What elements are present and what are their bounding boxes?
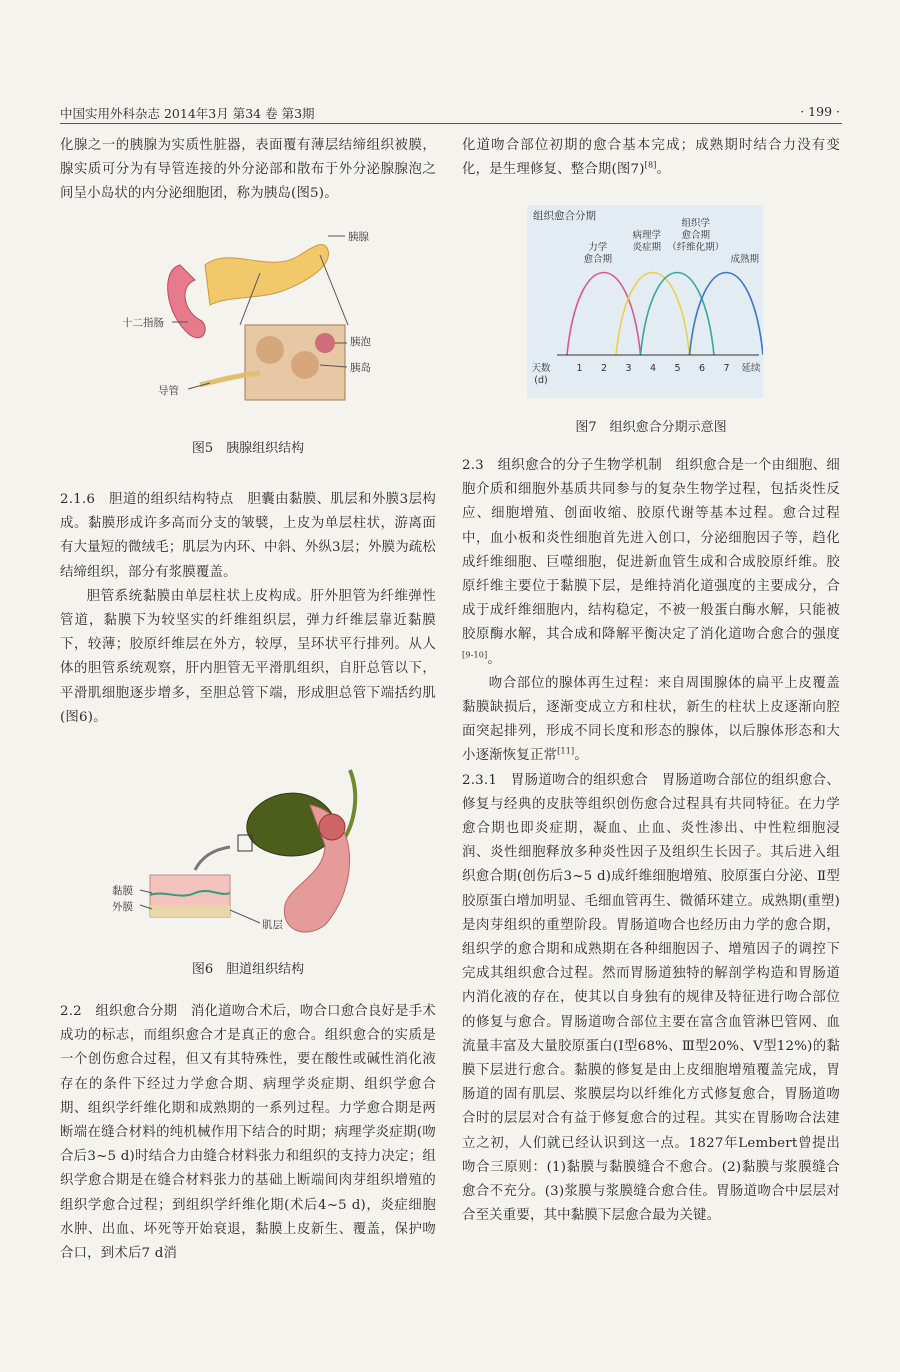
- label-mucosa: 黏膜: [112, 885, 133, 897]
- x-axis-label: 天数: [531, 363, 551, 374]
- right-paragraph-1: 化道吻合部位初期的愈合基本完成；成熟期时结合力没有变化，是生理修复、整合期(图7)[8]。: [462, 138, 840, 178]
- figure-5-pancreas: [110, 225, 410, 405]
- citation: [8]: [644, 160, 657, 170]
- phase-label: 炎症期: [632, 242, 662, 253]
- phase-label: 病理学: [632, 230, 662, 241]
- label-adventitia: 外膜: [112, 901, 133, 913]
- right-paragraph-3: 吻合部位的腺体再生过程：来自周围腺体的扁平上皮覆盖黏膜缺损后，逐渐变成立方和柱状，新生的柱状上皮逐渐向腔面突起排列，形成不同长度和形态的腺体，以后腺体形态和大小逐渐恢复正常[11]。: [462, 675, 840, 764]
- citation: [9-10]: [462, 650, 488, 660]
- healing-phase-chart: [527, 205, 763, 398]
- phase-label: 组织学: [681, 218, 711, 229]
- left-column-mid: [60, 488, 436, 730]
- right-column-body: [462, 454, 840, 1229]
- left-column-bottom: [60, 1000, 436, 1266]
- x-tick-label: 3: [625, 363, 632, 374]
- label-muscle: 肌层: [262, 919, 283, 931]
- figure-7-chart: [527, 205, 763, 398]
- label-duodenum: 十二指肠: [122, 317, 164, 329]
- left-paragraph-1: 化腺之一的胰腺为实质性脏器，表面覆有薄层结缔组织被膜，腺实质可分为有导管连接的外分泌部和散布于外分泌腺腺泡之间呈小岛状的内分泌细胞团，称为胰岛(图5)。: [60, 138, 436, 202]
- phase-label: 力学: [588, 242, 608, 253]
- x-axis-unit: (d): [534, 375, 548, 386]
- x-tick-label: 6: [698, 363, 706, 374]
- phase-label: 成熟期: [730, 254, 760, 265]
- right-paragraph-2: 2.3 组织愈合的分子生物学机制 组织愈合是一个由细胞、细胞介质和细胞外基质共同参与的复杂生物学过程，包括炎性反应、细胞增殖、创面收缩、胶原代谢等基本过程。愈合过程中，血小板和炎性细胞首先进入创口，分泌细胞因子等，趋化成纤维细胞、巨噬细胞，促进新血管生成和合成胶原纤维。胶原纤维主要位于黏膜下层，是维持消化道强度的主要成分，合成于成纤维细胞内，结构稳定，不被一般蛋白酶水解，只能被胶原酶水解，其合成和降解平衡决定了消化道吻合愈合的强度[9-10]。: [462, 458, 840, 667]
- phase-label: 愈合期: [681, 230, 711, 241]
- figure-6-caption: 图6 胆道组织结构: [191, 962, 305, 977]
- left-column-top: [60, 134, 436, 207]
- figure-6-biliary: [110, 765, 410, 945]
- header-rule: [60, 123, 842, 124]
- right-paragraph-4: 2.3.1 胃肠道吻合的组织愈合 胃肠道吻合部位的组织愈合、修复与经典的皮肤等组织创伤愈合过程具有共同特征。在力学愈合期也即炎症期，凝血、止血、炎性渗出、中性粒细胞浸润、炎性细胞释放多种炎性因子及组织生长因子。其后进入组织愈合期(创伤后3~5 d)成纤维细胞增殖、胶原蛋白分泌、Ⅱ型胶原蛋白增加明显、毛细血管再生、微循环建立。成熟期(重塑)是肉芽组织的重塑阶段。胃肠道吻合也经历由力学的愈合期，组织学的愈合期和成熟期在各种细胞因子、增殖因子的调控下完成其组织愈合过程。然而胃肠道独特的解剖学构造和胃肠道内消化液的存在，使其以自身独有的规律及特征进行吻合部位的修复与愈合。胃肠道吻合部位主要在富含血管淋巴管网、血流量丰富及大量胶原蛋白(Ⅰ型68%、Ⅲ型20%、Ⅴ型12%)的黏膜下层进行愈合。黏膜的修复是由上皮细胞增殖覆盖完成，胃肠道的固有肌层、浆膜层均以纤维化方式修复愈合，胃肠道吻合时的层层对合有益于修复愈合的过程。其实在胃肠吻合法建立之初，人们就已经认识到这一点。1827年Lembert曾提出吻合三原则：(1)黏膜与黏膜缝合不愈合。(2)黏膜与浆膜缝合愈合不充分。(3)浆膜与浆膜缝合愈合佳。胃肠道吻合中层层对合至关重要，其中黏膜下层愈合最为关键。: [462, 772, 840, 1224]
- x-tick-label: 7: [723, 363, 730, 374]
- x-tick-label: 2: [600, 363, 608, 374]
- left-paragraph-3: 胆管系统黏膜由单层柱状上皮构成。肝外胆管为纤维弹性管道，黏膜下为较坚实的纤维组织层，弹力纤维层靠近黏膜下，较薄；胶原纤维层在外方，较厚，呈环状平行排列。从人体的胆管系统观察，肝内胆管无平滑肌组织，自肝总管以下，平滑肌细胞逐步增多，至胆总管下端，形成胆总管下端括约肌(图6)。: [60, 588, 436, 725]
- x-tick-label: 延续: [741, 363, 761, 374]
- chart-title: 组织愈合分期: [533, 210, 596, 222]
- left-paragraph-4: 2.2 组织愈合分期 消化道吻合术后，吻合口愈合良好是手术成功的标志，而组织愈合才是真正的愈合。组织愈合的实质是一个创伤愈合过程，但又有其特殊性，要在酸性或碱性消化液存在的条件下经过力学愈合期、病理学炎症期、组织学愈合期、组织学纤维化期和成熟期的一系列过程。力学愈合期是两断端在缝合材料的纯机械作用下结合的时期；病理学炎症期(吻合后3~5 d)时结合力由缝合材料张力和组织的支持力决定；组织学愈合期是在缝合材料张力的基础上断端间肉芽组织增殖的组织学愈合过程；到组织学纤维化期(术后4~5 d)，炎症细胞水肿、出血、坏死等开始衰退，黏膜上皮新生、覆盖，保护吻合口，到术后7 d消: [60, 1004, 436, 1262]
- page-number: · 199 ·: [800, 104, 840, 119]
- figure-7-caption: 图7 组织愈合分期示意图: [575, 420, 727, 435]
- citation: [11]: [557, 746, 575, 756]
- x-tick-label: 5: [674, 363, 681, 374]
- phase-label: （纤维化期）: [667, 242, 725, 253]
- journal-info: 中国实用外科杂志 2014年3月 第34 卷 第3期: [60, 106, 315, 121]
- label-islet: 胰岛: [350, 362, 371, 374]
- figure-5-caption: 图5 胰腺组织结构: [191, 441, 305, 456]
- label-duct: 导管: [158, 385, 179, 397]
- right-column-top: [462, 134, 840, 182]
- label-acinus: 胰泡: [350, 336, 371, 348]
- left-paragraph-2: 2.1.6 胆道的组织结构特点 胆囊由黏膜、肌层和外膜3层构成。黏膜形成许多高而分支的皱襞，上皮为单层柱状，游离面有大量短的微绒毛；肌层为内环、中斜、外纵3层；外膜为疏松结缔组织，部分有浆膜覆盖。: [60, 492, 436, 580]
- biliary-illustration: [110, 765, 410, 945]
- x-tick-label: 4: [649, 363, 657, 374]
- x-tick-label: 1: [576, 363, 583, 374]
- running-header: [60, 104, 840, 122]
- label-pancreas: 胰腺: [348, 231, 369, 243]
- phase-label: 愈合期: [583, 254, 613, 265]
